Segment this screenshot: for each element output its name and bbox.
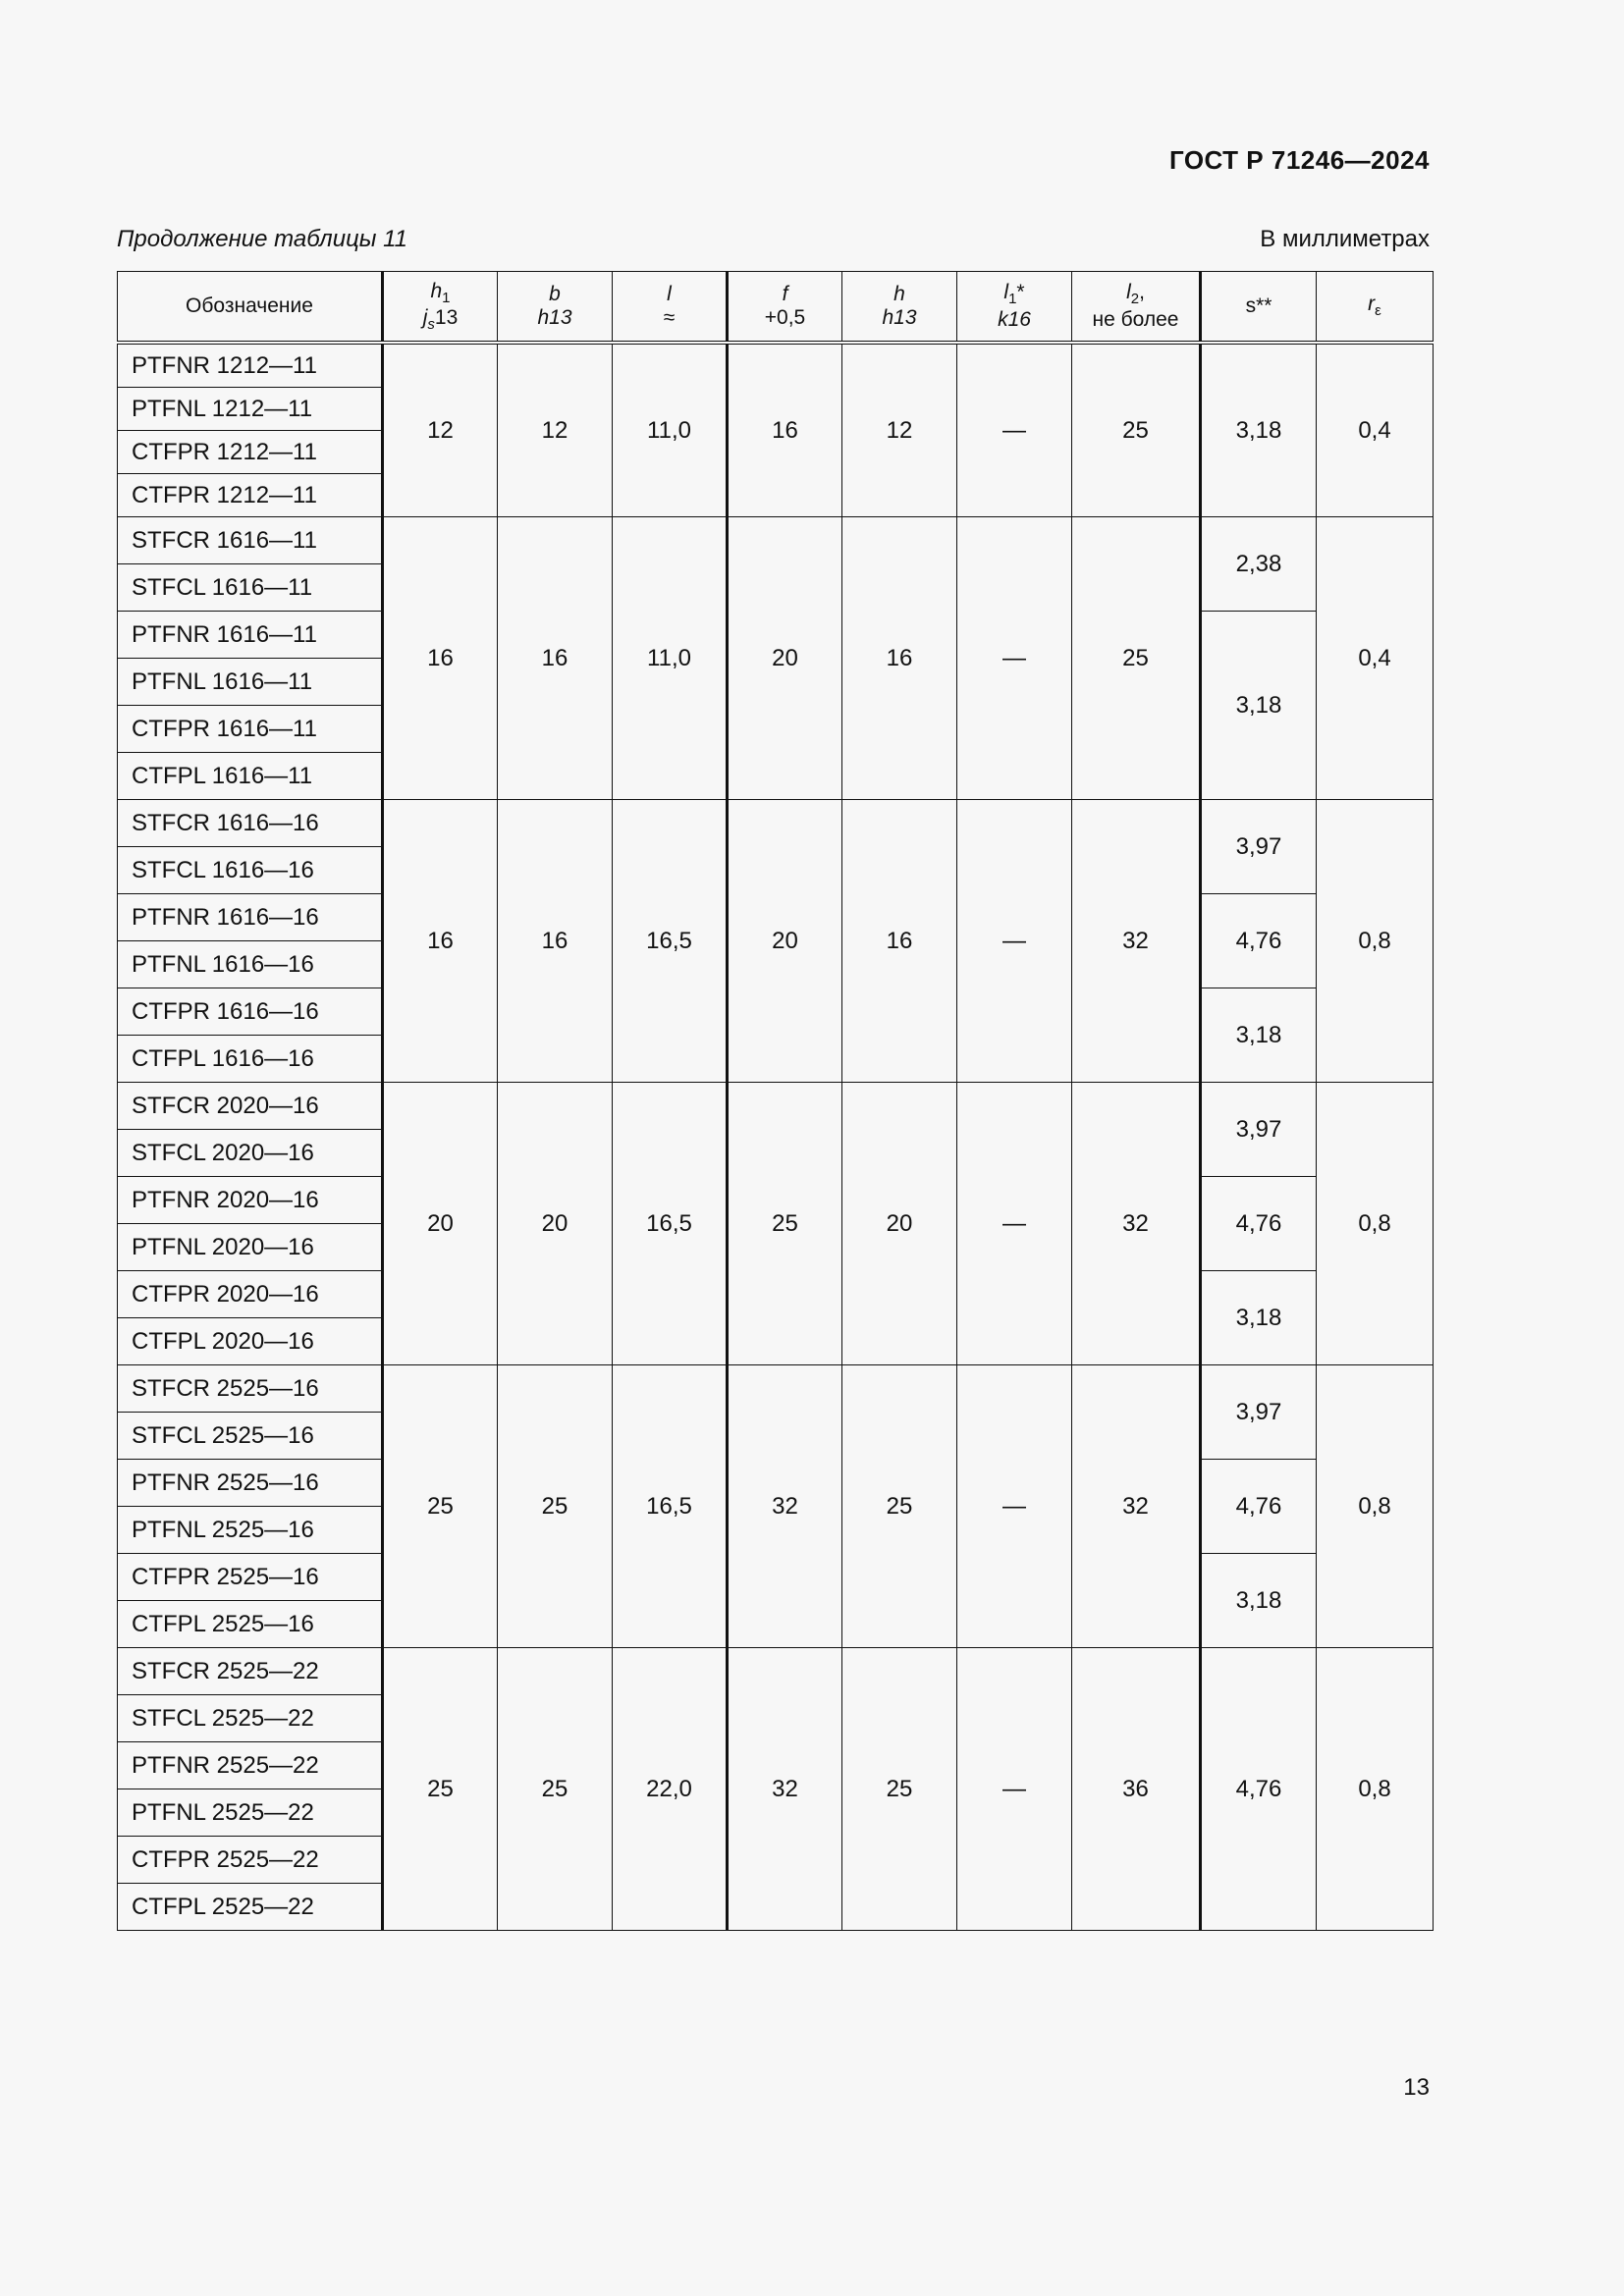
designation-cell: CTFPR 1616—16 [118, 988, 383, 1036]
b-cell: 25 [498, 1648, 613, 1931]
r-cell: 0,4 [1317, 343, 1434, 517]
l1-subscript: 1 [1008, 291, 1017, 308]
designation-cell: PTFNR 1616—11 [118, 612, 383, 659]
designation-cell: CTFPL 1616—16 [118, 1036, 383, 1083]
table-row [118, 800, 1434, 847]
table-row [118, 343, 1434, 388]
designation-cell: STFCR 1616—16 [118, 800, 383, 847]
designation-cell: STFCR 2020—16 [118, 1083, 383, 1130]
s-cell: 3,18 [1201, 1554, 1317, 1648]
l1-cell: — [957, 1648, 1072, 1931]
table-row [118, 1083, 1434, 1130]
f-cell: 20 [728, 517, 842, 800]
l2-tolerance: не более [1092, 307, 1179, 331]
l-tolerance: ≈ [663, 306, 676, 329]
designation-cell: STFCR 2525—16 [118, 1365, 383, 1413]
l-symbol: l [667, 282, 672, 305]
h1-cell: 16 [383, 517, 498, 800]
l1-tolerance: k16 [998, 307, 1031, 331]
f-cell: 20 [728, 800, 842, 1083]
l2-comma: , [1139, 281, 1145, 304]
designation-cell: STFCL 2525—16 [118, 1413, 383, 1460]
f-cell: 32 [728, 1365, 842, 1648]
l-cell: 16,5 [613, 1365, 728, 1648]
s-cell: 4,76 [1201, 1460, 1317, 1554]
dimensions-table [117, 271, 1434, 1931]
s-cell: 3,18 [1201, 988, 1317, 1083]
page-number: 13 [1403, 2074, 1430, 2101]
l2-symbol: l [1126, 281, 1131, 304]
h1-tolerance-subscript: s [427, 316, 435, 334]
b-cell: 16 [498, 800, 613, 1083]
table-continuation-caption: Продолжение таблицы 11 [117, 226, 408, 252]
l1-cell: — [957, 800, 1072, 1083]
designation-cell: PTFNL 2525—22 [118, 1789, 383, 1837]
designation-cell: CTFPR 2525—22 [118, 1837, 383, 1884]
designation-cell: PTFNL 1212—11 [118, 388, 383, 431]
designation-cell: STFCR 1616—11 [118, 517, 383, 564]
l-cell: 16,5 [613, 800, 728, 1083]
designation-cell: CTFPL 1616—11 [118, 753, 383, 800]
l-cell: 11,0 [613, 517, 728, 800]
l1-cell: — [957, 517, 1072, 800]
designation-cell: STFCL 1616—16 [118, 847, 383, 894]
r-subscript: ε [1375, 302, 1381, 320]
l1-cell: — [957, 1365, 1072, 1648]
l-cell: 16,5 [613, 1083, 728, 1365]
designation-cell: CTFPR 2020—16 [118, 1271, 383, 1318]
h1-symbol: h [430, 279, 443, 302]
s-cell: 3,18 [1201, 1271, 1317, 1365]
h1-cell: 25 [383, 1365, 498, 1648]
designation-cell: PTFNL 1616—11 [118, 659, 383, 706]
l2-cell: 32 [1072, 1365, 1201, 1648]
header-s: s** [1201, 272, 1317, 344]
l2-cell: 32 [1072, 1083, 1201, 1365]
h1-cell: 12 [383, 343, 498, 517]
standard-number: ГОСТ Р 71246—2024 [1168, 145, 1430, 175]
l2-cell: 25 [1072, 517, 1201, 800]
f-tolerance: +0,5 [764, 306, 806, 329]
designation-cell: CTFPL 2525—16 [118, 1601, 383, 1648]
r-cell: 0,8 [1317, 1083, 1434, 1365]
designation-cell: STFCL 1616—11 [118, 564, 383, 612]
r-symbol: r [1368, 293, 1376, 316]
designation-cell: CTFPL 2525—22 [118, 1884, 383, 1931]
designation-cell: CTFPL 2020—16 [118, 1318, 383, 1365]
l-cell: 22,0 [613, 1648, 728, 1931]
b-cell: 20 [498, 1083, 613, 1365]
h1-cell: 20 [383, 1083, 498, 1365]
table-row [118, 1648, 1434, 1695]
designation-cell: PTFNR 2525—22 [118, 1742, 383, 1789]
s-cell: 4,76 [1201, 894, 1317, 988]
designation-cell: PTFNL 1616—16 [118, 941, 383, 988]
r-cell: 0,8 [1317, 1365, 1434, 1648]
l2-cell: 25 [1072, 343, 1201, 517]
f-cell: 25 [728, 1083, 842, 1365]
h-cell: 25 [842, 1648, 957, 1931]
f-cell: 16 [728, 343, 842, 517]
l2-subscript: 2 [1130, 291, 1140, 308]
designation-cell: CTFPR 2525—16 [118, 1554, 383, 1601]
b-tolerance: h13 [537, 306, 572, 329]
header-l [613, 272, 728, 344]
header-f [728, 272, 842, 344]
designation-cell: STFCL 2525—22 [118, 1695, 383, 1742]
b-cell: 12 [498, 343, 613, 517]
l1-cell: — [957, 1083, 1072, 1365]
h1-cell: 25 [383, 1648, 498, 1931]
l1-symbol: l [1003, 281, 1009, 304]
r-cell: 0,4 [1317, 517, 1434, 800]
designation-cell: PTFNL 2020—16 [118, 1224, 383, 1271]
f-cell: 32 [728, 1648, 842, 1931]
header-r-epsilon [1317, 272, 1434, 344]
s-cell: 4,76 [1201, 1648, 1317, 1931]
header-l1 [957, 272, 1072, 344]
designation-cell: CTFPR 1616—11 [118, 706, 383, 753]
header-l2 [1072, 272, 1201, 344]
h1-tolerance-grade: 13 [434, 306, 459, 329]
h-cell: 25 [842, 1365, 957, 1648]
s-cell: 3,97 [1201, 1365, 1317, 1460]
units-caption: В миллиметрах [1260, 226, 1430, 252]
l2-cell: 36 [1072, 1648, 1201, 1931]
l1-footnote-mark: * [1016, 281, 1025, 304]
b-cell: 16 [498, 517, 613, 800]
header-b [498, 272, 613, 344]
s-cell: 3,97 [1201, 1083, 1317, 1177]
h1-subscript: 1 [442, 289, 451, 306]
designation-cell: CTFPR 1212—11 [118, 431, 383, 474]
header-designation: Обозначение [118, 272, 383, 344]
table-row [118, 517, 1434, 564]
f-symbol: f [782, 282, 788, 305]
designation-cell: PTFNL 2525—16 [118, 1507, 383, 1554]
designation-cell: STFCL 2020—16 [118, 1130, 383, 1177]
h-tolerance: h13 [882, 306, 917, 329]
s-cell: 2,38 [1201, 517, 1317, 612]
r-cell: 0,8 [1317, 1648, 1434, 1931]
designation-cell: PTFNR 2525—16 [118, 1460, 383, 1507]
s-cell: 3,18 [1201, 612, 1317, 800]
table-header-row [118, 272, 1434, 344]
l2-cell: 32 [1072, 800, 1201, 1083]
h1-cell: 16 [383, 800, 498, 1083]
designation-cell: PTFNR 1212—11 [118, 343, 383, 388]
designation-cell: PTFNR 1616—16 [118, 894, 383, 941]
l1-cell: — [957, 343, 1072, 517]
table-row [118, 1365, 1434, 1413]
designation-cell: CTFPR 1212—11 [118, 474, 383, 517]
s-cell: 3,18 [1201, 343, 1317, 517]
b-symbol: b [549, 282, 561, 305]
h-cell: 12 [842, 343, 957, 517]
h-cell: 20 [842, 1083, 957, 1365]
s-cell: 3,97 [1201, 800, 1317, 894]
table-body [118, 343, 1434, 1931]
header-h [842, 272, 957, 344]
s-cell: 4,76 [1201, 1177, 1317, 1271]
header-h1 [383, 272, 498, 344]
h1-tolerance-symbol: j [422, 306, 428, 329]
designation-cell: PTFNR 2020—16 [118, 1177, 383, 1224]
h-cell: 16 [842, 800, 957, 1083]
h-cell: 16 [842, 517, 957, 800]
designation-cell: STFCR 2525—22 [118, 1648, 383, 1695]
b-cell: 25 [498, 1365, 613, 1648]
l-cell: 11,0 [613, 343, 728, 517]
r-cell: 0,8 [1317, 800, 1434, 1083]
h-symbol: h [893, 282, 905, 305]
